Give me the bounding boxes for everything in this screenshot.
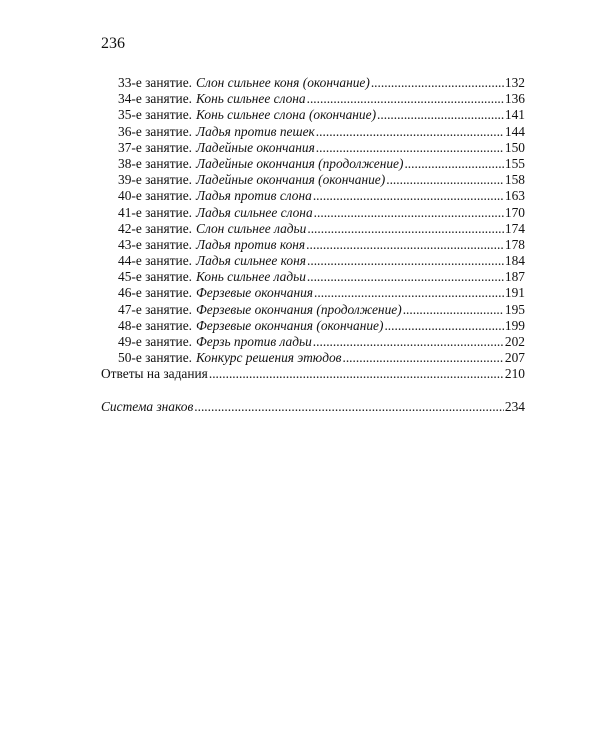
dot-leader [316, 124, 504, 140]
toc-entry-page: 210 [504, 366, 525, 382]
dot-leader [314, 285, 504, 301]
lesson-number: 39-е занятие. [118, 172, 193, 188]
toc-entry-lesson [101, 237, 525, 253]
lesson-title: Конь сильнее ладьи [196, 269, 306, 285]
lesson-number: 43-е занятие. [118, 236, 193, 252]
dot-leader [306, 237, 504, 253]
lesson-page: 199 [504, 317, 525, 333]
toc-entry-title: Ответы на задания [101, 366, 208, 382]
toc-entry-lesson [101, 285, 525, 301]
lesson-list [101, 75, 525, 366]
dot-leader [307, 269, 504, 285]
lesson-number: 35-е занятие. [118, 107, 193, 123]
lesson-page: 144 [504, 123, 525, 139]
lesson-title: Ладейные окончания [196, 139, 315, 155]
lesson-page: 132 [504, 75, 525, 90]
toc-entry-lesson [101, 156, 525, 172]
toc-entry-lesson [101, 221, 525, 237]
toc-entry-lesson [101, 302, 525, 318]
lesson-number: 37-е занятие. [118, 139, 193, 155]
lesson-page: 170 [504, 204, 525, 220]
toc-entry-lesson [101, 334, 525, 350]
dot-leader [342, 350, 503, 366]
lesson-page: 158 [504, 172, 525, 188]
dot-leader [386, 172, 504, 188]
lesson-title: Ладья сильнее слона [196, 204, 313, 220]
toc-entry-answers [101, 366, 525, 382]
lesson-page: 184 [504, 253, 525, 269]
lesson-page: 174 [504, 220, 525, 236]
dot-leader [307, 221, 504, 237]
dot-leader [313, 334, 504, 350]
lesson-title: Ладья сильнее коня [196, 253, 306, 269]
lesson-number: 40-е занятие. [118, 188, 193, 204]
page-number: 236 [101, 35, 125, 52]
toc-entry-lesson [101, 172, 525, 188]
toc-entry-notation [101, 399, 525, 415]
lesson-title: Ферзевые окончания (продолжение) [196, 301, 402, 317]
toc-entry-lesson [101, 124, 525, 140]
section-gap [101, 383, 525, 399]
toc-entry-lesson [101, 350, 525, 366]
dot-leader [313, 188, 504, 204]
lesson-page: 136 [504, 91, 525, 107]
lesson-number: 38-е занятие. [118, 155, 193, 171]
lesson-number: 44-е занятие. [118, 253, 193, 269]
dot-leader [314, 205, 504, 221]
toc-entry-lesson [101, 75, 525, 91]
dot-leader [371, 75, 504, 91]
toc-entry-lesson [101, 188, 525, 204]
toc-entry-lesson [101, 253, 525, 269]
toc-entry-lesson [101, 205, 525, 221]
lesson-number: 33-е занятие. [118, 75, 193, 90]
lesson-number: 47-е занятие. [118, 301, 193, 317]
lesson-page: 155 [504, 155, 525, 171]
lesson-page: 150 [504, 139, 525, 155]
lesson-title: Конь сильнее слона (окончание) [196, 107, 377, 123]
lesson-title: Ладья против пешек [196, 123, 315, 139]
dot-leader [384, 318, 503, 334]
toc-entry-lesson [101, 107, 525, 123]
lesson-title: Ладейные окончания (продолжение) [196, 155, 404, 171]
lesson-page: 202 [504, 334, 525, 349]
lesson-page: 191 [504, 285, 525, 301]
toc-entry-title: Система знаков [101, 398, 194, 414]
lesson-page: 195 [504, 301, 525, 317]
toc-entry-page: 234 [504, 398, 525, 414]
lesson-number: 34-е занятие. [118, 91, 193, 107]
lesson-page: 163 [504, 188, 525, 204]
dot-leader [209, 366, 504, 382]
lesson-title: Слон сильнее ладьи [196, 220, 307, 236]
lesson-title: Ладья против коня [196, 236, 306, 252]
table-of-contents [101, 75, 525, 415]
lesson-title: Ферзевые окончания (окончание) [196, 317, 384, 333]
toc-entry-lesson [101, 318, 525, 334]
lesson-number: 49-е занятие. [118, 334, 193, 349]
dot-leader [377, 107, 504, 123]
lesson-number: 45-е занятие. [118, 269, 193, 285]
dot-leader [194, 399, 504, 415]
dot-leader [307, 91, 504, 107]
lesson-number: 48-е занятие. [118, 317, 193, 333]
lesson-page: 178 [504, 236, 525, 252]
lesson-title: Слон сильнее коня (окончание) [196, 75, 370, 90]
lesson-number: 42-е занятие. [118, 220, 193, 236]
lesson-number: 36-е занятие. [118, 123, 193, 139]
lesson-page: 207 [504, 350, 525, 366]
lesson-number: 46-е занятие. [118, 285, 193, 301]
dot-leader [403, 302, 504, 318]
lesson-title: Ладейные окончания (окончание) [196, 172, 386, 188]
toc-entry-lesson [101, 269, 525, 285]
lesson-title: Ферзевые окончания [196, 285, 314, 301]
lesson-title: Конь сильнее слона [196, 91, 306, 107]
lesson-number: 50-е занятие. [118, 350, 193, 366]
lesson-title: Ладья против слона [196, 188, 312, 204]
lesson-page: 141 [504, 107, 525, 123]
lesson-number: 41-е занятие. [118, 204, 193, 220]
lesson-title: Конкурс решения этюдов [196, 350, 342, 366]
lesson-page: 187 [504, 269, 525, 285]
lesson-title: Ферзь против ладьи [196, 334, 312, 349]
dot-leader [307, 253, 504, 269]
toc-entry-lesson [101, 91, 525, 107]
dot-leader [316, 140, 504, 156]
toc-entry-lesson [101, 140, 525, 156]
dot-leader [404, 156, 503, 172]
